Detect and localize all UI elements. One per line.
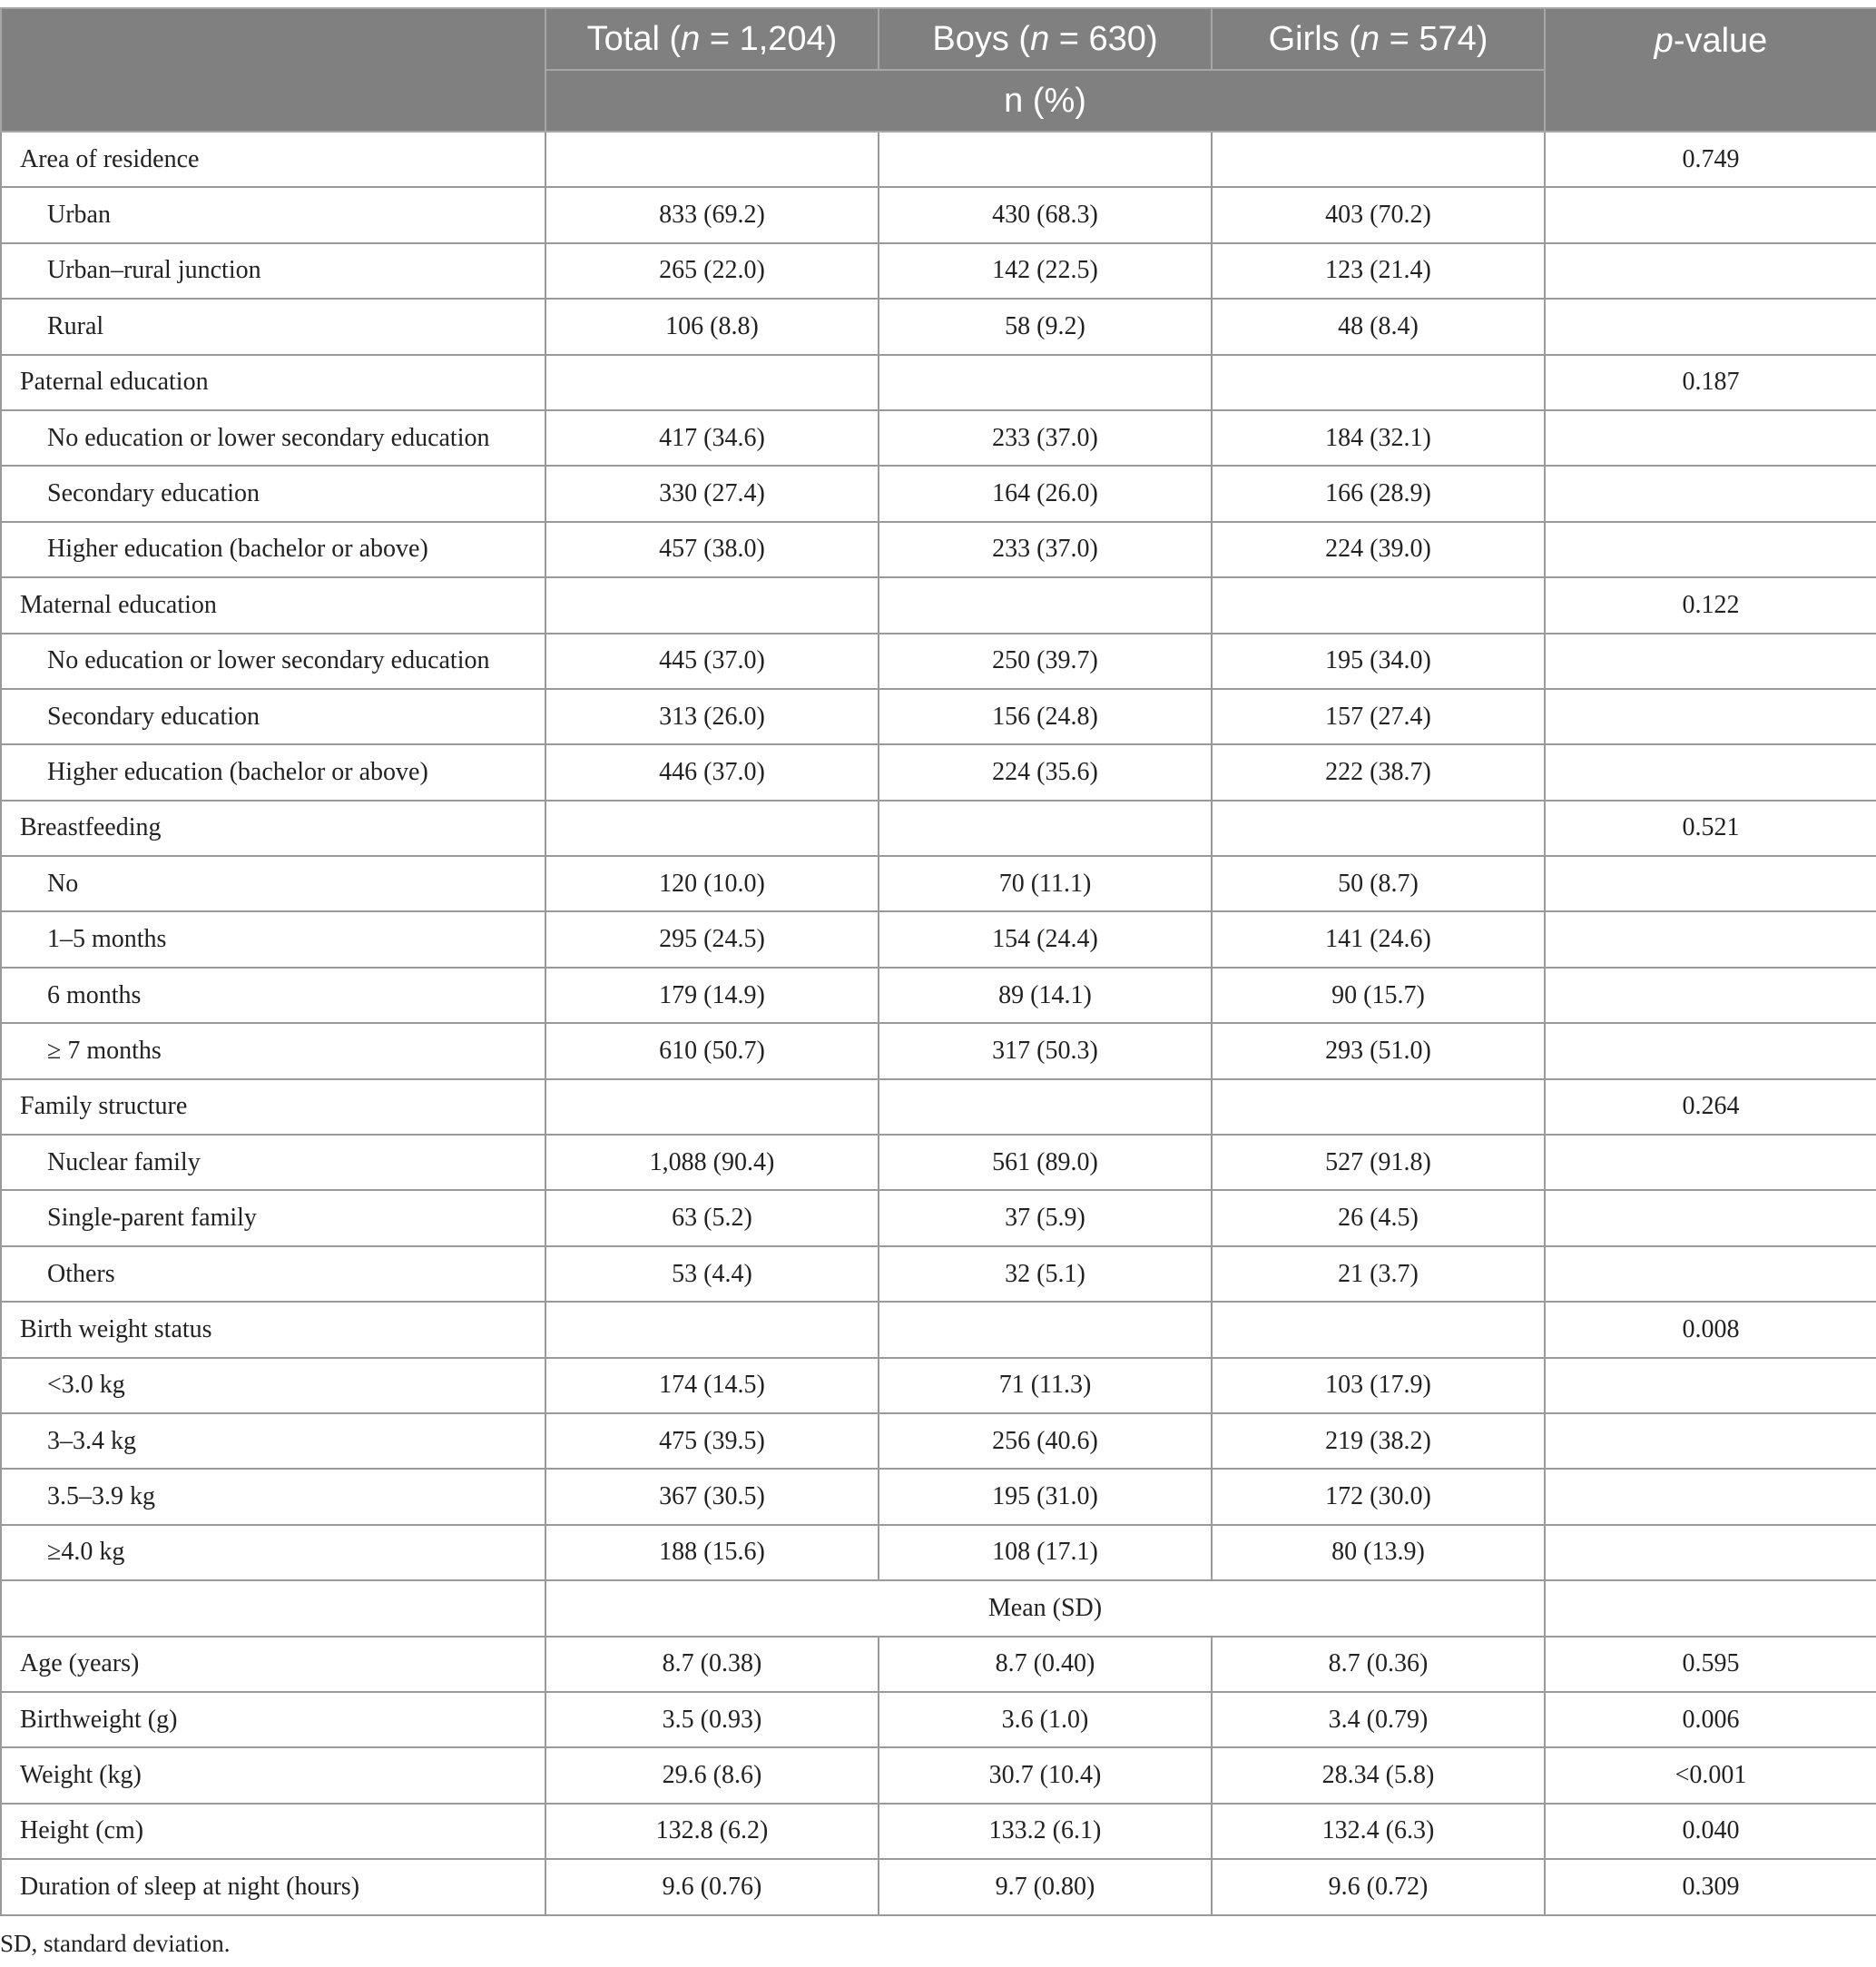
- cell-p-value: 0.264: [1545, 1079, 1876, 1135]
- cell-boys: 71 (11.3): [879, 1358, 1212, 1413]
- cell-boys: 256 (40.6): [879, 1413, 1212, 1469]
- cell-total: [545, 1302, 879, 1357]
- row-label: Secondary education: [1, 466, 545, 521]
- cell-girls: 222 (38.7): [1212, 744, 1545, 800]
- cell-boys: 233 (37.0): [879, 410, 1212, 466]
- cell-girls: 166 (28.9): [1212, 466, 1545, 521]
- row-label: ≥ 7 months: [1, 1023, 545, 1078]
- header-p-value: p-value: [1545, 8, 1876, 132]
- cell-girls: 224 (39.0): [1212, 522, 1545, 577]
- table-row: [1, 689, 1876, 744]
- header-girls: Girls (n = 574): [1212, 8, 1545, 70]
- cell-girls: 195 (34.0): [1212, 634, 1545, 689]
- table-body: [1, 132, 1876, 1915]
- cell-boys: [879, 355, 1212, 410]
- table-row: [1, 1747, 1876, 1803]
- table-row: [1, 355, 1876, 410]
- cell-girls: 80 (13.9): [1212, 1525, 1545, 1580]
- cell-p-value: [1545, 1246, 1876, 1302]
- subheader-n-percent: n (%): [545, 70, 1545, 132]
- row-label: Rural: [1, 299, 545, 354]
- cell-girls: 123 (21.4): [1212, 243, 1545, 299]
- cell-total: 265 (22.0): [545, 243, 879, 299]
- row-label: Nuclear family: [1, 1135, 545, 1190]
- row-label: Birth weight status: [1, 1302, 545, 1357]
- cell-boys: 164 (26.0): [879, 466, 1212, 521]
- cell-total: 188 (15.6): [545, 1525, 879, 1580]
- row-label: Higher education (bachelor or above): [1, 744, 545, 800]
- cell-total: 475 (39.5): [545, 1413, 879, 1469]
- cell-p-value: [1545, 1525, 1876, 1580]
- row-label: 6 months: [1, 968, 545, 1023]
- cell-girls: 403 (70.2): [1212, 187, 1545, 242]
- footnote: SD, standard deviation.: [0, 1930, 231, 1957]
- cell-total: 132.8 (6.2): [545, 1804, 879, 1859]
- cell-p-value: 0.006: [1545, 1692, 1876, 1747]
- cell-total: 417 (34.6): [545, 410, 879, 466]
- table-row: [1, 1079, 1876, 1135]
- cell-p-value: [1545, 299, 1876, 354]
- cell-girls: 219 (38.2): [1212, 1413, 1545, 1469]
- table-row: [1, 1135, 1876, 1190]
- cell-p-value: 0.008: [1545, 1302, 1876, 1357]
- row-label: Paternal education: [1, 355, 545, 410]
- cell-total: 63 (5.2): [545, 1190, 879, 1245]
- row-label: Single-parent family: [1, 1190, 545, 1245]
- cell-girls: 3.4 (0.79): [1212, 1692, 1545, 1747]
- row-label: Height (cm): [1, 1804, 545, 1859]
- table-row: [1, 1859, 1876, 1914]
- cell-boys: 430 (68.3): [879, 187, 1212, 242]
- cell-total: 53 (4.4): [545, 1246, 879, 1302]
- row-label: <3.0 kg: [1, 1358, 545, 1413]
- table-row: [1, 856, 1876, 911]
- cell-p-value: [1545, 744, 1876, 800]
- row-label: Duration of sleep at night (hours): [1, 1859, 545, 1914]
- cell-boys: 561 (89.0): [879, 1135, 1212, 1190]
- cell-p-value: 0.122: [1545, 577, 1876, 633]
- cell-boys: 317 (50.3): [879, 1023, 1212, 1078]
- cell-boys: 195 (31.0): [879, 1469, 1212, 1524]
- row-label: Maternal education: [1, 577, 545, 633]
- row-label: 3–3.4 kg: [1, 1413, 545, 1469]
- cell-girls: 184 (32.1): [1212, 410, 1545, 466]
- row-label: Family structure: [1, 1079, 545, 1135]
- cell-boys: [879, 577, 1212, 633]
- cell-girls: 9.6 (0.72): [1212, 1859, 1545, 1914]
- row-label: Birthweight (g): [1, 1692, 545, 1747]
- cell-boys: 250 (39.7): [879, 634, 1212, 689]
- blank-cell: [1545, 1580, 1876, 1636]
- table-row: [1, 299, 1876, 354]
- cell-total: 179 (14.9): [545, 968, 879, 1023]
- cell-p-value: [1545, 689, 1876, 744]
- cell-girls: 8.7 (0.36): [1212, 1637, 1545, 1692]
- row-label: No education or lower secondary education: [1, 410, 545, 466]
- cell-boys: [879, 1079, 1212, 1135]
- table-row: [1, 410, 1876, 466]
- cell-girls: [1212, 1079, 1545, 1135]
- cell-p-value: [1545, 1023, 1876, 1078]
- cell-girls: 132.4 (6.3): [1212, 1804, 1545, 1859]
- cell-boys: 233 (37.0): [879, 522, 1212, 577]
- cell-total: 3.5 (0.93): [545, 1692, 879, 1747]
- cell-boys: 89 (14.1): [879, 968, 1212, 1023]
- cell-p-value: 0.595: [1545, 1637, 1876, 1692]
- table-row: [1, 522, 1876, 577]
- cell-total: 610 (50.7): [545, 1023, 879, 1078]
- cell-p-value: [1545, 1135, 1876, 1190]
- cell-total: 106 (8.8): [545, 299, 879, 354]
- cell-total: 1,088 (90.4): [545, 1135, 879, 1190]
- cell-total: 833 (69.2): [545, 187, 879, 242]
- row-label: ≥4.0 kg: [1, 1525, 545, 1580]
- row-label: Breastfeeding: [1, 801, 545, 856]
- table-row: [1, 466, 1876, 521]
- cell-total: [545, 1079, 879, 1135]
- cell-p-value: 0.521: [1545, 801, 1876, 856]
- cell-p-value: <0.001: [1545, 1747, 1876, 1803]
- cell-total: 313 (26.0): [545, 689, 879, 744]
- table-row: [1, 1246, 1876, 1302]
- cell-girls: 21 (3.7): [1212, 1246, 1545, 1302]
- cell-total: 445 (37.0): [545, 634, 879, 689]
- table-row: [1, 1804, 1876, 1859]
- row-label: Weight (kg): [1, 1747, 545, 1803]
- cell-p-value: [1545, 856, 1876, 911]
- cell-girls: 157 (27.4): [1212, 689, 1545, 744]
- row-label: No education or lower secondary education: [1, 634, 545, 689]
- table-row: [1, 1637, 1876, 1692]
- row-label: No: [1, 856, 545, 911]
- table-row: [1, 243, 1876, 299]
- table-row: [1, 744, 1876, 800]
- mean-sd-header-row: [1, 1580, 1876, 1636]
- table-row: [1, 1469, 1876, 1524]
- table-row: [1, 132, 1876, 187]
- table-row: [1, 1692, 1876, 1747]
- cell-p-value: [1545, 911, 1876, 967]
- cell-boys: 32 (5.1): [879, 1246, 1212, 1302]
- table-row: [1, 1023, 1876, 1078]
- row-label: Age (years): [1, 1637, 545, 1692]
- cell-boys: [879, 1302, 1212, 1357]
- cell-boys: [879, 801, 1212, 856]
- cell-total: 174 (14.5): [545, 1358, 879, 1413]
- cell-total: 9.6 (0.76): [545, 1859, 879, 1914]
- table-row: [1, 911, 1876, 967]
- cell-p-value: [1545, 968, 1876, 1023]
- cell-p-value: 0.040: [1545, 1804, 1876, 1859]
- header-row: [1, 8, 1876, 70]
- cell-p-value: [1545, 243, 1876, 299]
- cell-girls: 26 (4.5): [1212, 1190, 1545, 1245]
- cell-boys: 9.7 (0.80): [879, 1859, 1212, 1914]
- cell-girls: 172 (30.0): [1212, 1469, 1545, 1524]
- cell-boys: 70 (11.1): [879, 856, 1212, 911]
- cell-p-value: 0.309: [1545, 1859, 1876, 1914]
- cell-p-value: [1545, 1413, 1876, 1469]
- table-row: [1, 968, 1876, 1023]
- table-row: [1, 634, 1876, 689]
- row-label: 3.5–3.9 kg: [1, 1469, 545, 1524]
- characteristics-table: [0, 7, 1876, 1916]
- table-row: [1, 1525, 1876, 1580]
- cell-boys: 37 (5.9): [879, 1190, 1212, 1245]
- cell-p-value: 0.749: [1545, 132, 1876, 187]
- table-row: [1, 1190, 1876, 1245]
- cell-p-value: [1545, 466, 1876, 521]
- table-row: [1, 1413, 1876, 1469]
- table-row: [1, 1302, 1876, 1357]
- cell-girls: [1212, 577, 1545, 633]
- cell-p-value: [1545, 410, 1876, 466]
- cell-p-value: 0.187: [1545, 355, 1876, 410]
- cell-p-value: [1545, 1190, 1876, 1245]
- cell-p-value: [1545, 1358, 1876, 1413]
- cell-girls: [1212, 801, 1545, 856]
- cell-girls: 103 (17.9): [1212, 1358, 1545, 1413]
- cell-girls: [1212, 132, 1545, 187]
- row-label: 1–5 months: [1, 911, 545, 967]
- header-boys: Boys (n = 630): [879, 8, 1212, 70]
- cell-total: 295 (24.5): [545, 911, 879, 967]
- cell-total: 29.6 (8.6): [545, 1747, 879, 1803]
- cell-p-value: [1545, 187, 1876, 242]
- cell-boys: 224 (35.6): [879, 744, 1212, 800]
- table-header: [1, 8, 1876, 132]
- row-label: Secondary education: [1, 689, 545, 744]
- header-blank: [1, 8, 545, 132]
- cell-boys: 156 (24.8): [879, 689, 1212, 744]
- blank-cell: [1, 1580, 545, 1636]
- cell-total: [545, 801, 879, 856]
- cell-boys: 108 (17.1): [879, 1525, 1212, 1580]
- cell-p-value: [1545, 634, 1876, 689]
- cell-boys: 58 (9.2): [879, 299, 1212, 354]
- header-total: Total (n = 1,204): [545, 8, 879, 70]
- row-label: Higher education (bachelor or above): [1, 522, 545, 577]
- cell-boys: 8.7 (0.40): [879, 1637, 1212, 1692]
- cell-total: 120 (10.0): [545, 856, 879, 911]
- cell-boys: 142 (22.5): [879, 243, 1212, 299]
- row-label: Area of residence: [1, 132, 545, 187]
- cell-boys: 3.6 (1.0): [879, 1692, 1212, 1747]
- cell-boys: 154 (24.4): [879, 911, 1212, 967]
- table-wrapper: [0, 7, 1876, 1916]
- cell-total: 330 (27.4): [545, 466, 879, 521]
- table-row: [1, 577, 1876, 633]
- cell-total: [545, 577, 879, 633]
- table-row: [1, 1358, 1876, 1413]
- cell-girls: 141 (24.6): [1212, 911, 1545, 967]
- mean-sd-header: Mean (SD): [545, 1580, 1545, 1636]
- cell-girls: 90 (15.7): [1212, 968, 1545, 1023]
- cell-total: 457 (38.0): [545, 522, 879, 577]
- cell-girls: 50 (8.7): [1212, 856, 1545, 911]
- row-label: Others: [1, 1246, 545, 1302]
- cell-boys: 133.2 (6.1): [879, 1804, 1212, 1859]
- cell-boys: [879, 132, 1212, 187]
- row-label: Urban: [1, 187, 545, 242]
- cell-total: [545, 132, 879, 187]
- table-row: [1, 187, 1876, 242]
- cell-girls: 293 (51.0): [1212, 1023, 1545, 1078]
- cell-total: 446 (37.0): [545, 744, 879, 800]
- cell-girls: 48 (8.4): [1212, 299, 1545, 354]
- cell-girls: 28.34 (5.8): [1212, 1747, 1545, 1803]
- cell-total: 8.7 (0.38): [545, 1637, 879, 1692]
- cell-girls: [1212, 1302, 1545, 1357]
- cell-p-value: [1545, 522, 1876, 577]
- row-label: Urban–rural junction: [1, 243, 545, 299]
- cell-total: [545, 355, 879, 410]
- cell-girls: [1212, 355, 1545, 410]
- cell-girls: 527 (91.8): [1212, 1135, 1545, 1190]
- table-row: [1, 801, 1876, 856]
- cell-total: 367 (30.5): [545, 1469, 879, 1524]
- cell-p-value: [1545, 1469, 1876, 1524]
- cell-boys: 30.7 (10.4): [879, 1747, 1212, 1803]
